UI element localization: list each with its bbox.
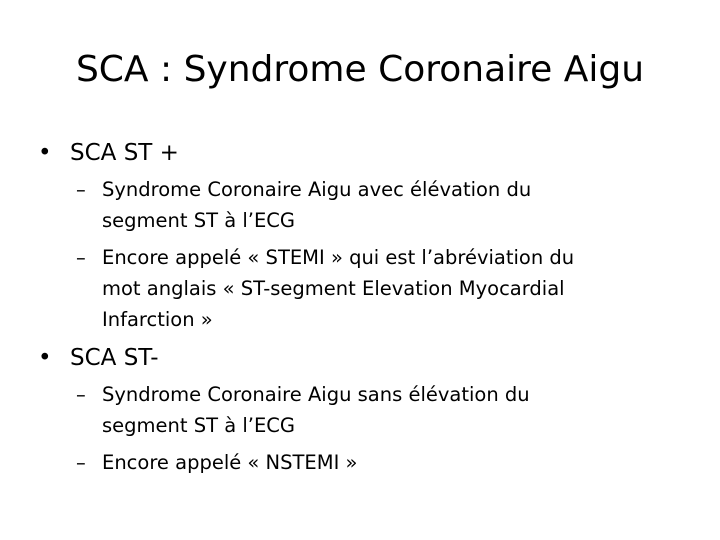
sub-bullet-line: mot anglais « ST-segment Elevation Myocardial (102, 277, 565, 300)
sub-bullet-item (36, 379, 696, 441)
sub-bullet-line: Infarction » (102, 308, 213, 331)
dash-icon: – (76, 178, 86, 201)
bullet-text: SCA ST- (70, 345, 159, 371)
dash-icon: – (76, 451, 86, 474)
bullet-item (36, 136, 696, 170)
sub-bullet-line: segment ST à l’ECG (102, 209, 296, 232)
sub-bullet-line: Encore appelé « NSTEMI » (102, 451, 358, 474)
slide-title: SCA : Syndrome Coronaire Aigu (75, 49, 645, 90)
sub-bullet-line: Encore appelé « STEMI » qui est l’abréviation du (102, 246, 575, 269)
slide-body (36, 136, 696, 478)
sub-bullet-line: segment ST à l’ECG (102, 414, 296, 437)
bullet-icon: • (38, 345, 52, 371)
dash-icon: – (76, 246, 86, 269)
bullet-text: SCA ST + (70, 140, 179, 166)
bullet-item (36, 341, 696, 375)
sub-bullet-line: Syndrome Coronaire Aigu sans élévation du (102, 383, 530, 406)
dash-icon: – (76, 383, 86, 406)
bullet-icon: • (38, 140, 52, 166)
sub-bullet-item (36, 447, 696, 478)
sub-bullet-line: Syndrome Coronaire Aigu avec élévation du (102, 178, 532, 201)
sub-bullet-item (36, 242, 696, 335)
sub-bullet-item (36, 174, 696, 236)
